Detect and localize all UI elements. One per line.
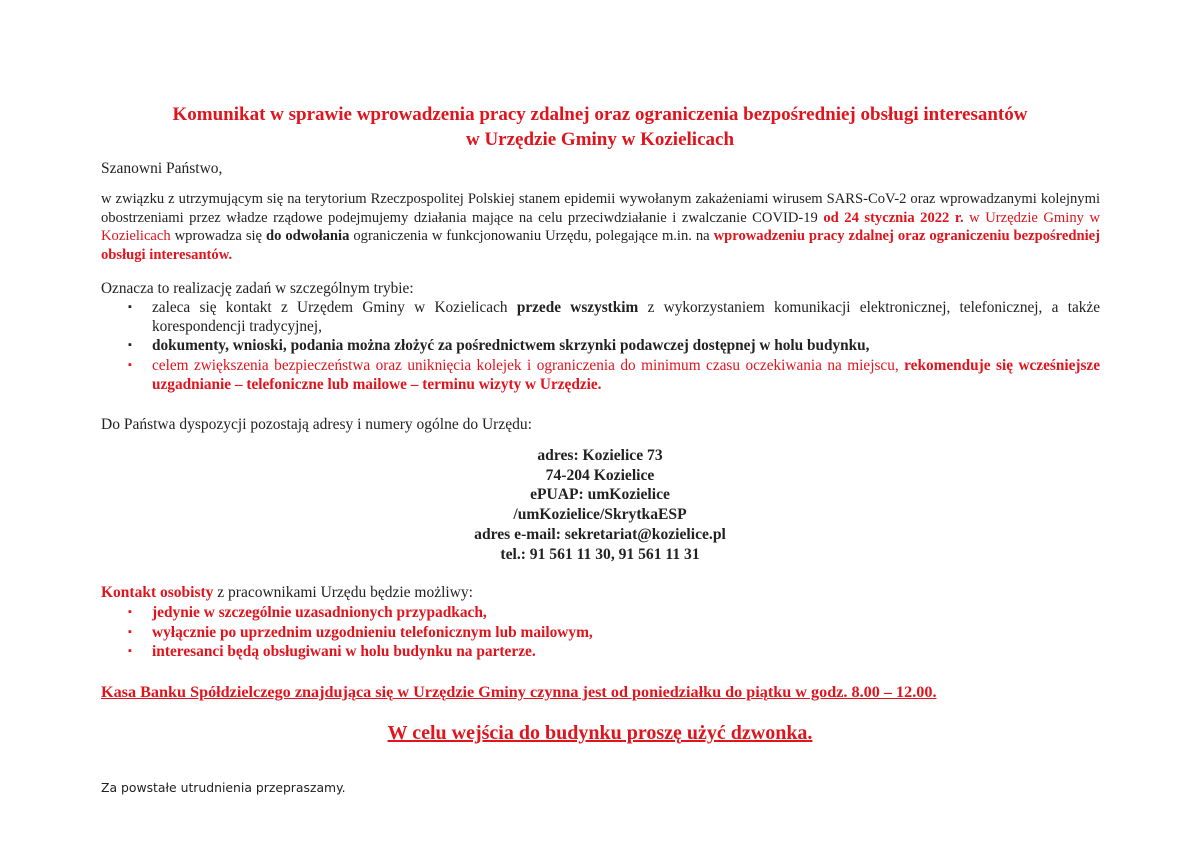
personal-contact-rest: z pracownikami Urzędu będzie możliwy:: [213, 584, 473, 601]
item3-text-a: celem zwiększenia bezpieczeństwa oraz uniknięcia kolejek i ograniczenia do minimum czasu oczekiwania na miejscu,: [152, 356, 905, 374]
bank-hours-notice: Kasa Banku Spółdzielczego znajdująca się w Urzędzie Gminy czynna jest od poniedziałku do piątku w godz. 8.00 – 12.00.: [101, 683, 937, 701]
contact-epuap: ePUAP: umKozielice: [530, 486, 670, 504]
list-item: [101, 642, 1100, 662]
intro-measure: wprowadzeniu pracy zdalnej oraz ograniczeniu bezpośredniej obsługi interesantów.: [101, 228, 1100, 263]
list-item: [101, 603, 1100, 623]
intro-text-1: w związku z utrzymującym się na terytorium Rzeczpospolitej Polskiej stanem epidemii wywołanym zakażeniami wirusem SARS-CoV-2 oraz wprowadzanymi kolejnymi obostrzeniami przez władze rządowe podejmujemy działania mające na celu przeciwdziałanie i zwalczanie COVID-19: [101, 191, 1100, 226]
intro-text-3: ograniczenia w funkcjonowaniu Urzędu, polegające m.in. na: [349, 228, 714, 245]
contact-block: [300, 446, 900, 564]
contact-email: adres e-mail: sekretariat@kozielice.pl: [474, 525, 726, 543]
contact-postal: 74-204 Kozielice: [545, 466, 655, 484]
bullet-icon: ▪: [128, 339, 132, 352]
intro-date: od 24 stycznia 2022 r.: [823, 209, 964, 226]
mode-heading: Oznacza to realizację zadań w szczególnym trybie:: [101, 280, 414, 297]
title-line-1: Komunikat w sprawie wprowadzenia pracy zdalnej oraz ograniczenia bezpośredniej obsługi interesantów: [172, 104, 1028, 125]
contact-phone: tel.: 91 561 11 30, 91 561 11 31: [500, 545, 700, 563]
intro-paragraph: [101, 190, 1100, 264]
bullet-icon: ▪: [128, 606, 132, 618]
item1-text-c: z wykorzystaniem komunikacji elektronicznej, telefonicznej, a także korespondencji tradycyjnej,: [152, 299, 1100, 336]
bullet-icon: ▪: [128, 625, 132, 638]
bullet-icon: ▪: [128, 645, 132, 657]
list-item: [101, 623, 1100, 643]
greeting: Szanowni Państwo,: [101, 160, 223, 177]
list-item: [101, 336, 1100, 355]
contact-box: /umKozielice/SkrytkaESP: [513, 506, 687, 524]
title-line-2: w Urzędzie Gminy w Kozielicach: [465, 129, 735, 150]
item3-emphasis: rekomenduje się wcześniejsze uzgadnianie – telefoniczne lub mailowe – terminu wizyty w Urzędzie.: [152, 356, 1100, 393]
apology-footer: Za powstałe utrudnienia przepraszamy.: [101, 780, 346, 795]
item1-emphasis: przede wszystkim: [516, 299, 639, 316]
personal-contact-lead: Kontakt osobisty: [101, 584, 214, 601]
list-item: [101, 298, 1100, 336]
mode-list: [101, 298, 1100, 394]
personal-contact-heading: [101, 584, 473, 602]
item1-text-a: zaleca się kontakt z Urzędem Gminy w Kozielicach: [152, 299, 517, 316]
contact-rule-1: jedynie w szczególnie uzasadnionych przypadkach,: [152, 604, 487, 621]
contact-rule-3: interesanci będą obsługiwani w holu budynku na parterze.: [152, 643, 536, 660]
contacts-intro: Do Państwa dyspozycji pozostają adresy i numery ogólne do Urzędu:: [101, 416, 532, 433]
intro-text-2: wprowadza się: [170, 228, 266, 245]
bullet-icon: ▪: [128, 301, 132, 313]
contact-rule-2: wyłącznie po uprzednim uzgodnieniu telefonicznym lub mailowym,: [152, 623, 593, 641]
intro-until: do odwołania: [265, 228, 350, 245]
contact-address: adres: Kozielice 73: [537, 447, 663, 464]
bullet-icon: ▪: [128, 358, 132, 371]
item2-text: dokumenty, wnioski, podania można złożyć za pośrednictwem skrzynki podawczej dostępnej w holu budynku,: [152, 337, 870, 355]
doorbell-notice: W celu wejścia do budynku proszę użyć dzwonka.: [387, 722, 813, 744]
personal-contact-list: [101, 603, 1100, 662]
intro-office: w Urzędzie Gminy w Kozielicach: [101, 209, 1100, 245]
list-item: [101, 356, 1100, 394]
page-title: [100, 102, 1100, 152]
